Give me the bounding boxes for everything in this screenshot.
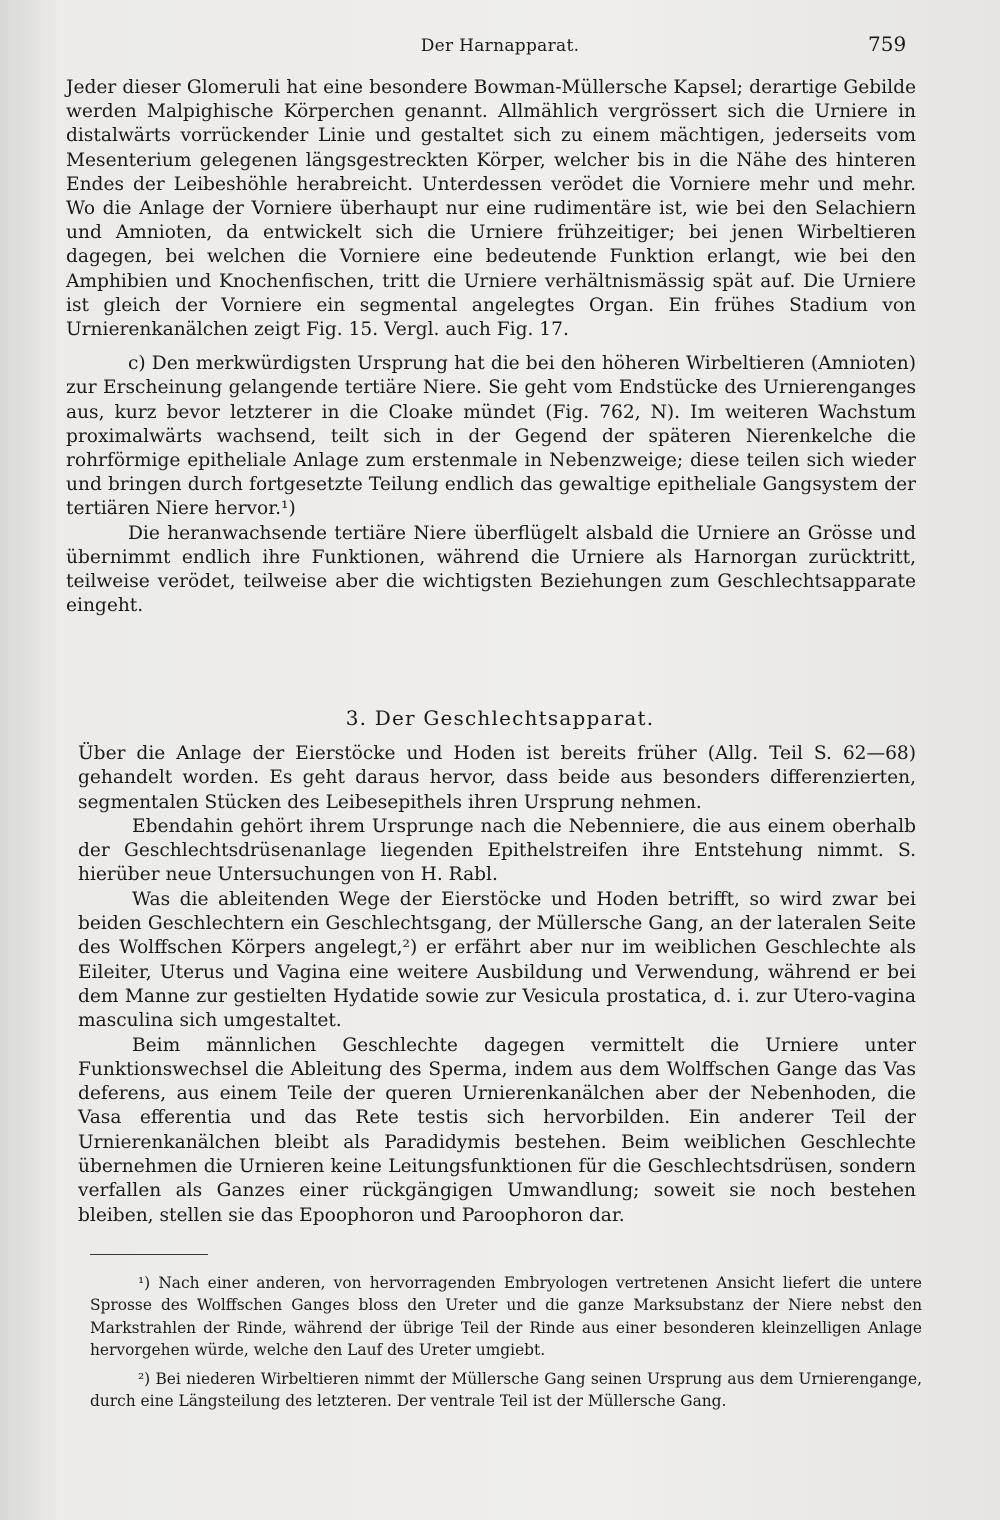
paragraph: Ebendahin gehört ihrem Ursprunge nach die Nebenniere, die aus einem oberhalb der Geschlechtsdrüsenanlage liegenden Epithelstreifen ihre Entstehung nimmt. S. hierüber neue Untersuchungen von H. Rabl. [78, 815, 916, 886]
paragraph: Jeder dieser Glomeruli hat eine besondere Bowman-Müllersche Kapsel; derartige Gebilde werden Malpighische Körperchen genannt. Allmählich vergrössert sich die Urniere in distalwärts vorrückender Linie und gestaltet sich zu einem mächtigen, jederseits vom Mesenterium gelegenen längsgestreckten Körper, welcher bis in die Nähe des hinteren Endes der Leibeshöhle herabreicht. Unterdessen verödet die Vorniere mehr und mehr. Wo die Anlage der Vorniere überhaupt nur eine rudimentäre ist, wie bei den Selachiern und Amnioten, da entwickelt sich die Urniere frühzeitiger; bei jenen Wirbeltieren dagegen, bei welchen die Vorniere eine bedeutende Funktion erlangt, wie bei den Amphibien und Knochenfischen, tritt die Urniere verhältnismässig spät auf. Die Urniere ist gleich der Vorniere ein segmental angelegtes Organ. Ein frühes Stadium von Urnierenkanälchen zeigt Fig. 15. Vergl. auch Fig. 17. [66, 77, 916, 341]
paragraph: c) Den merkwürdigsten Ursprung hat die bei den höheren Wirbeltieren (Amnioten) zur Erscheinung gelangende tertiäre Niere. Sie geht vom Endstücke des Urnierenganges aus, kurz bevor letzterer in die Cloake mündet (Fig. 762, N). Im weiteren Wachstum proximalwärts wachsend, teilt sich in der Gegend der späteren Nierenkelche die rohrförmige epitheliale Anlage zum erstenmale in Nebenzweige; diese teilen sich wieder und bringen durch fortgesetzte Teilung endlich das gewaltige epitheliale Gangsystem der tertiären Niere hervor.¹) [66, 353, 916, 520]
paragraph: Beim männlichen Geschlechte dagegen vermittelt die Urniere unter Funktionswechsel die Ableitung des Sperma, indem aus dem Wolffschen Gange das Vas deferens, aus einem Teile der queren Urnierenkanälchen aber der Nebenhoden, die Vasa efferentia und das Rete testis sich hervorbilden. Ein anderer Teil der Urnierenkanälchen bleibt als Paradidymis bestehen. Beim weiblichen Geschlechte übernehmen die Urnieren keine Leitungsfunktionen für die Geschlechtsdrüsen, sondern verfallen als Ganzes einer rückgängigen Umwandlung; soweit sie noch bestehen bleiben, stellen sie das Epoophoron und Paroophoron dar. [78, 1034, 916, 1226]
body-text [66, 76, 916, 618]
page-number: 759 [868, 32, 907, 56]
section-heading: 3. Der Geschlechtsapparat. [345, 706, 655, 730]
paragraph: Die heranwachsende tertiäre Niere überflügelt alsbald die Urniere an Grösse und übernimmt endlich ihre Funktionen, während die Urniere als Harnorgan zurücktritt, teilweise verödet, teilweise aber die wichtigsten Beziehungen zum Geschlechtsapparate eingeht. [66, 522, 916, 617]
footnote: ¹) Nach einer anderen, von hervorragenden Embryologen vertretenen Ansicht liefert die untere Sprosse des Wolffschen Ganges bloss den Ureter und die ganze Marksubstanz der Niere nebst den Markstrahlen der Rinde, während der übrige Teil der Rinde aus einer besonderen kleinzelligen Anlage hervorgehen würde, welche den Lauf des Ureter umgiebt. [90, 1274, 922, 1360]
paragraph: Was die ableitenden Wege der Eierstöcke und Hoden betrifft, so wird zwar bei beiden Geschlechtern ein Geschlechtsgang, der Müllersche Gang, an der lateralen Seite des Wolffschen Körpers angelegt,²) er erfährt aber nur im weiblichen Geschlechte als Eileiter, Uterus und Vagina eine weitere Ausbildung und Verwendung, während er bei dem Manne zur gestielten Hydatide sowie zur Vesicula prostatica, d. i. zur Utero-vagina masculina sich umgestaltet. [78, 888, 916, 1032]
section-body-text [78, 742, 916, 1228]
footnote-divider [90, 1254, 208, 1255]
paragraph: Über die Anlage der Eierstöcke und Hoden ist bereits früher (Allg. Teil S. 62—68) gehandelt worden. Es geht daraus hervor, dass beide aus besonders differenzierten, segmentalen Stücken des Leibesepithels ihren Ursprung nehmen. [78, 743, 916, 813]
footnote: ²) Bei niederen Wirbeltieren nimmt der Müllersche Gang seinen Ursprung aus dem Urnierengange, durch eine Längsteilung des letzteren. Der ventrale Teil ist der Müllersche Gang. [90, 1369, 922, 1411]
footnotes [90, 1272, 922, 1412]
running-header: Der Harnapparat. [420, 36, 580, 56]
